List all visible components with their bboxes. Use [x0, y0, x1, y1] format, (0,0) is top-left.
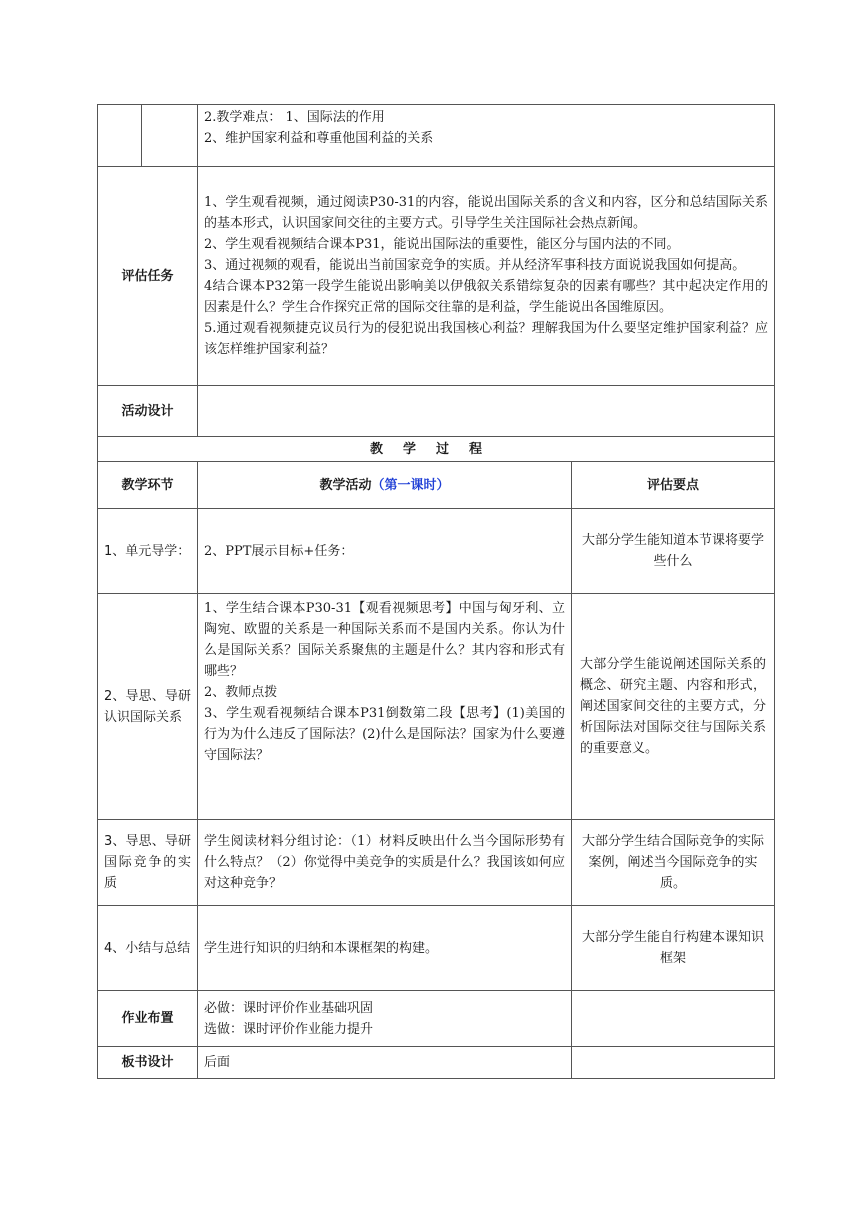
stage-cell: 1、单元导学：	[98, 509, 198, 594]
stage-header: 教学环节	[98, 462, 198, 509]
activity-cell	[198, 594, 572, 820]
process-row	[98, 906, 775, 991]
homework-line: 必做：课时评价作业基础巩固	[204, 1000, 374, 1016]
assessment-item: 2、学生观看视频结合课本P31，能说出国际法的重要性，能区分与国内法的不同。	[204, 237, 680, 252]
homework-content	[198, 991, 572, 1047]
blank-cell	[142, 105, 198, 167]
points-cell: 大部分学生结合国际竞争的实际案例，阐述当今国际竞争的实质。	[572, 820, 775, 906]
points-cell: 大部分学生能知道本节课将要学些什么	[572, 509, 775, 594]
activity-design-value	[198, 386, 775, 437]
assessment-label: 评估任务	[98, 167, 198, 386]
assessment-content	[198, 167, 775, 386]
points-header: 评估要点	[572, 462, 775, 509]
board-row	[98, 1047, 775, 1079]
process-title-row	[98, 437, 775, 462]
activity-design-label: 活动设计	[98, 386, 198, 437]
homework-line: 选做：课时评价作业能力提升	[204, 1021, 374, 1037]
activity-line: 学生阅读材料分组讨论：（1）材料反映出什么当今国际形势有什么特点？（2）你觉得中美竞争的实质是什么？我国该如何应对这种竞争？	[204, 834, 565, 891]
activity-line: 3、学生观看视频结合课本P31倒数第二段【思考】(1)美国的行为为什么违反了国际法？(2)什么是国际法？国家为什么要遵守国际法？	[204, 706, 565, 763]
lesson-plan-table	[97, 104, 775, 1079]
assessment-item: 3、通过视频的观看，能说出当前国家竞争的实质。并从经济军事科技方面说说我国如何提高。	[204, 258, 746, 273]
difficulty-row	[98, 105, 775, 167]
activity-line: 1、学生结合课本P30-31【观看视频思考】中国与匈牙利、立陶宛、欧盟的关系是一种国际关系而不是国内关系。你认为什么是国际关系？国际关系聚焦的主题是什么？其内容和形式有哪些？	[204, 601, 565, 679]
stage-cell: 3、导思、导研国际竞争的实质	[98, 820, 198, 906]
difficulty-line: 2、维护国家利益和尊重他国利益的关系	[204, 131, 434, 146]
homework-row	[98, 991, 775, 1047]
board-value: 后面	[198, 1047, 572, 1079]
activity-line: 2、PPT展示目标+任务：	[204, 543, 354, 559]
difficulty-line: 2.教学难点： 1、国际法的作用	[204, 110, 385, 125]
assessment-row	[98, 167, 775, 386]
homework-label: 作业布置	[98, 991, 198, 1047]
homework-points	[572, 991, 775, 1047]
stage-cell: 2、导思、导研认识国际关系	[98, 594, 198, 820]
activity-header	[198, 462, 572, 509]
process-title: 教学过程	[98, 437, 775, 462]
points-cell: 大部分学生能自行构建本课知识框架	[572, 906, 775, 991]
activity-cell	[198, 820, 572, 906]
activity-cell	[198, 509, 572, 594]
activity-header-highlight: （第一课时）	[371, 477, 450, 493]
activity-header-text: 教学活动	[319, 477, 372, 493]
points-cell: 大部分学生能说阐述国际关系的概念、研究主题、内容和形式，阐述国家间交往的主要方式，分析国际法对国际交往与国际关系的重要意义。	[572, 594, 775, 820]
blank-cell	[98, 105, 142, 167]
activity-line: 学生进行知识的归纳和本课框架的构建。	[204, 940, 439, 956]
assessment-item: 5.通过观看视频捷克议员行为的侵犯说出我国核心利益？理解我国为什么要坚定维护国家利益？应该怎样维护国家利益？	[204, 321, 768, 357]
process-row	[98, 509, 775, 594]
stage-cell: 4、小结与总结	[98, 906, 198, 991]
activity-cell	[198, 906, 572, 991]
process-header-row	[98, 462, 775, 509]
board-label: 板书设计	[98, 1047, 198, 1079]
difficulty-cell	[198, 105, 775, 167]
assessment-item: 1、学生观看视频，通过阅读P30-31的内容，能说出国际关系的含义和内容，区分和总结国际关系的基本形式，认识国家间交往的主要方式。引导学生关注国际社会热点新闻。	[204, 195, 768, 231]
activity-line: 2、教师点拨	[204, 685, 278, 700]
assessment-item: 4结合课本P32第一段学生能说出影响美以伊俄叙关系错综复杂的因素有哪些？其中起决定作用的因素是什么？学生合作探究正常的国际交往靠的是利益，学生能说出各国维原因。	[204, 279, 768, 315]
board-points	[572, 1047, 775, 1079]
activity-design-row	[98, 386, 775, 437]
process-row	[98, 594, 775, 820]
process-row	[98, 820, 775, 906]
